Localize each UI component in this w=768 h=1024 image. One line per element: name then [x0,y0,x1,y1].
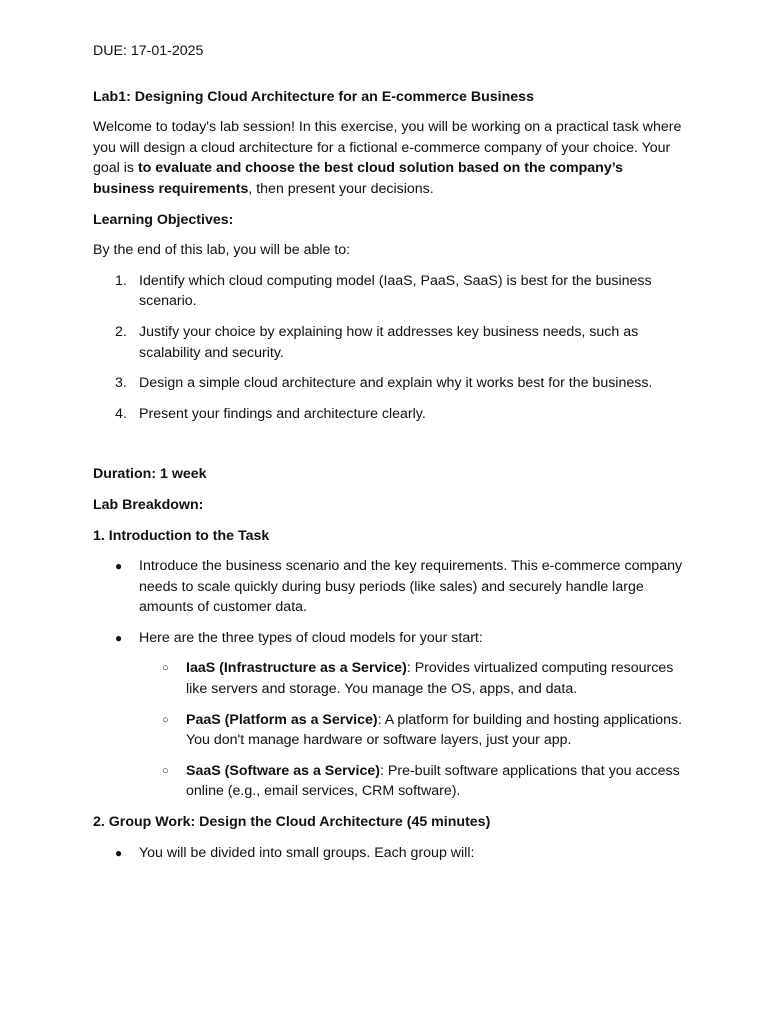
objective-text: Identify which cloud computing model (IaaS, PaaS, SaaS) is best for the business scenario. [139,272,652,310]
cloud-models-list [139,658,683,802]
due-date: DUE: 17-01-2025 [93,43,204,59]
objective-item [93,271,683,312]
objectives-heading: Learning Objectives: [93,211,234,228]
list-item [93,843,683,864]
circle-bullet-icon: ○ [162,662,169,675]
objectives-lead: By the end of this lab, you will be able to: [93,242,351,259]
cloud-model-term: PaaS (Platform as a Service) [186,711,378,728]
objective-number: 4. [115,405,127,422]
cloud-model-item [139,658,683,699]
objective-text: Design a simple cloud architecture and explain why it works best for the business. [139,375,653,392]
cloud-model-term: SaaS (Software as a Service) [186,762,380,779]
objective-item [93,373,683,394]
list-item [93,628,683,802]
section-1-heading: 1. Introduction to the Task [93,527,270,544]
list-item [93,556,683,618]
document-content [93,41,683,873]
objectives-list [93,271,683,425]
cloud-model-desc: : Pre-built software applications that you access online (e.g., email services, CRM software). [186,762,680,800]
cloud-model-item [139,710,683,751]
cloud-model-term: IaaS (Infrastructure as a Service) [186,660,407,677]
section-1-list [93,556,683,802]
objective-item [93,404,683,425]
list-item-text: You will be divided into small groups. Each group will: [139,844,475,861]
cloud-model-item [139,761,683,802]
bullet-icon: ● [115,559,123,574]
intro-paragraph [93,117,683,199]
list-item-text: Introduce the business scenario and the key requirements. This e-commerce company needs to scale quickly during busy periods (like sales) and securely handle large amounts of customer data. [139,558,683,616]
intro-text-2: , then present your decisions. [248,180,434,197]
section-2-list [93,843,683,864]
lab-title: Lab1: Designing Cloud Architecture for an E-commerce Business [93,88,534,105]
cloud-model-desc: : A platform for building and hosting applications. You don't manage hardware or software layers, just your app. [186,711,683,749]
section-2-heading: 2. Group Work: Design the Cloud Architecture (45 minutes) [93,814,491,831]
bullet-icon: ● [115,630,123,645]
cloud-model-desc: : Provides virtualized computing resources like servers and storage. You manage the OS, apps, and data. [186,660,674,698]
list-item-text: Here are the three types of cloud models for your start: [139,629,483,646]
intro-bold: to evaluate and choose the best cloud solution based on the company’s business requirements [93,160,624,197]
objective-text: Present your findings and architecture clearly. [139,405,426,422]
bullet-icon: ● [115,845,123,860]
objective-number: 3. [115,375,127,392]
lab-breakdown-heading: Lab Breakdown: [93,496,204,513]
circle-bullet-icon: ○ [162,764,169,777]
duration: Duration: 1 week [93,466,207,483]
intro-text-1: Welcome to today's lab session! In this exercise, you will be working on a practical task where you will design a cloud architecture for a fictional e-commerce company of your choice. Your goal is [93,119,682,177]
blank-line [93,434,683,464]
objective-item [93,322,683,363]
objective-number: 2. [115,323,127,340]
objective-text: Justify your choice by explaining how it addresses key business needs, such as scalability and security. [139,323,639,361]
circle-bullet-icon: ○ [162,713,169,726]
objective-number: 1. [115,272,127,289]
